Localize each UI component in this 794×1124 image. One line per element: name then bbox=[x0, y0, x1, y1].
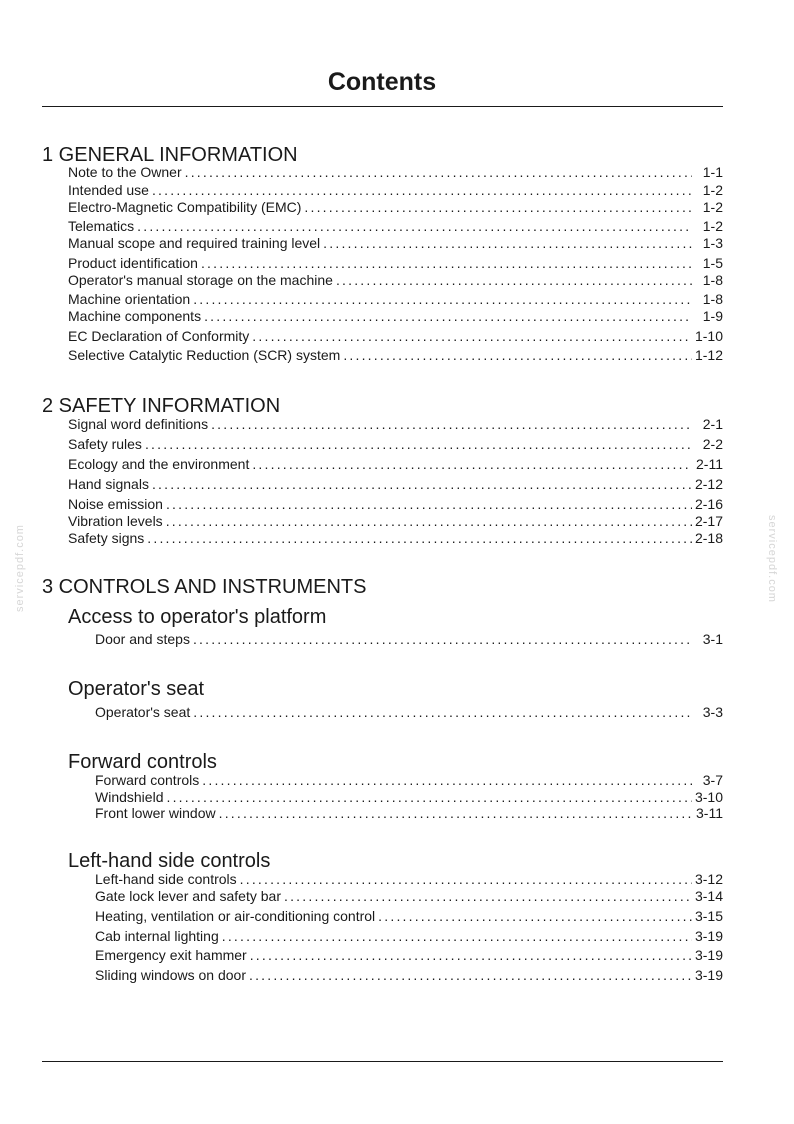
toc-entry[interactable]: Safety rules ..... 2-2 bbox=[68, 436, 723, 453]
toc-entry[interactable]: Hand signals ..... 2-12 bbox=[68, 476, 723, 493]
toc-entry[interactable]: Electro-Magnetic Compatibility (EMC) ..... 1-2 bbox=[68, 199, 723, 216]
toc-entry[interactable]: Telematics ..... 1-2 bbox=[68, 218, 723, 235]
toc-entry[interactable]: Heating, ventilation or air-conditioning control ..... 3-15 bbox=[95, 908, 723, 925]
section-heading: 2 SAFETY INFORMATION bbox=[42, 395, 281, 417]
toc-entry[interactable]: Noise emission ..... 2-16 bbox=[68, 496, 723, 513]
toc-entry[interactable]: Front lower window ..... 3-11 bbox=[95, 805, 723, 822]
toc-entry[interactable]: Forward controls ..... 3-7 bbox=[95, 772, 723, 789]
toc-entry[interactable]: Operator's manual storage on the machine ..... 1-8 bbox=[68, 272, 723, 289]
subsection-heading: Left-hand side controls bbox=[68, 850, 271, 872]
toc-entry[interactable]: Machine orientation ..... 1-8 bbox=[68, 291, 723, 308]
toc-entry[interactable]: Manual scope and required training level ..... 1-3 bbox=[68, 235, 723, 252]
toc-entry[interactable]: Door and steps ..... 3-1 bbox=[95, 631, 723, 648]
toc-entry[interactable]: Intended use ..... 1-2 bbox=[68, 182, 723, 199]
toc-entry[interactable]: Selective Catalytic Reduction (SCR) system ..... 1-12 bbox=[68, 347, 723, 364]
header-divider bbox=[42, 106, 723, 107]
watermark-left: servicepdf.com bbox=[14, 524, 26, 612]
toc-entry[interactable]: EC Declaration of Conformity ..... 1-10 bbox=[68, 328, 723, 345]
toc-entry[interactable]: Note to the Owner ..... 1-1 bbox=[68, 164, 723, 181]
toc-entry[interactable]: Product identification ..... 1-5 bbox=[68, 255, 723, 272]
toc-entry[interactable]: Left-hand side controls ..... 3-12 bbox=[95, 871, 723, 888]
toc-entry[interactable]: Operator's seat ..... 3-3 bbox=[95, 704, 723, 721]
toc-entry[interactable]: Machine components ..... 1-9 bbox=[68, 308, 723, 325]
subsection-heading: Access to operator's platform bbox=[68, 606, 327, 628]
toc-entry[interactable]: Windshield ..... 3-10 bbox=[95, 789, 723, 806]
section-heading: 3 CONTROLS AND INSTRUMENTS bbox=[42, 576, 367, 598]
toc-entry[interactable]: Emergency exit hammer ..... 3-19 bbox=[95, 947, 723, 964]
toc-entry[interactable]: Signal word definitions ..... 2-1 bbox=[68, 416, 723, 433]
toc-entry[interactable]: Ecology and the environment ..... 2-11 bbox=[68, 456, 723, 473]
page-title: Contents bbox=[327, 68, 437, 96]
toc-entry[interactable]: Vibration levels ..... 2-17 bbox=[68, 513, 723, 530]
watermark-right: servicepdf.com bbox=[766, 515, 778, 603]
toc-entry[interactable]: Sliding windows on door ..... 3-19 bbox=[95, 967, 723, 984]
footer-divider bbox=[42, 1061, 723, 1062]
section-heading: 1 GENERAL INFORMATION bbox=[42, 144, 298, 166]
toc-entry[interactable]: Cab internal lighting ..... 3-19 bbox=[95, 928, 723, 945]
toc-entry[interactable]: Safety signs ..... 2-18 bbox=[68, 530, 723, 547]
subsection-heading: Forward controls bbox=[68, 751, 217, 773]
toc-entry[interactable]: Gate lock lever and safety bar ..... 3-14 bbox=[95, 888, 723, 905]
subsection-heading: Operator's seat bbox=[68, 678, 205, 700]
